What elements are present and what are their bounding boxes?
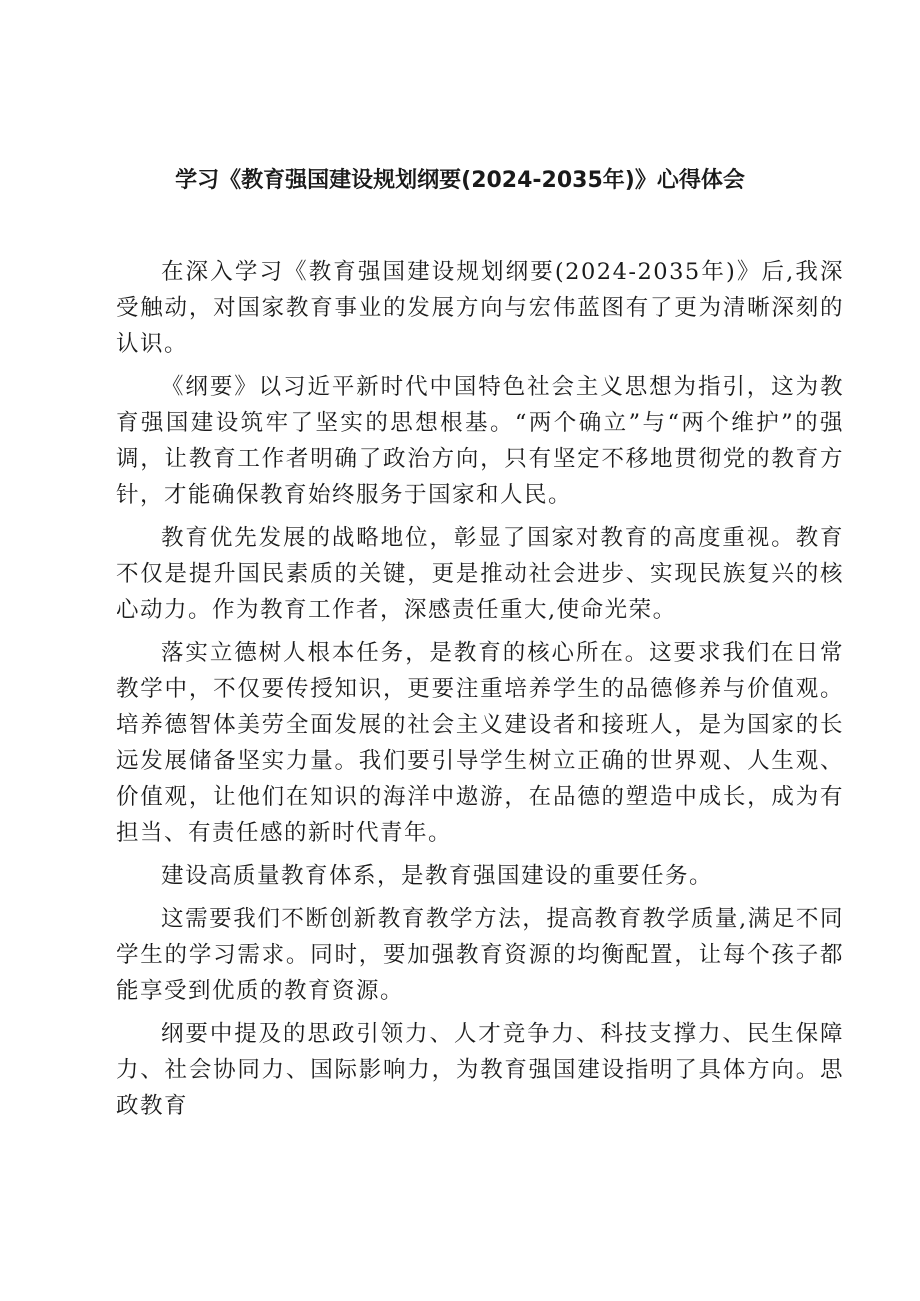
- paragraph-3: 教育优先发展的战略地位，彰显了国家对教育的高度重视。教育不仅是提升国民素质的关键，更是推动社会进步、实现民族复兴的核心动力。作为教育工作者，深感责任重大,使命光荣。: [116, 525, 844, 623]
- paragraph-1: 在深入学习《教育强国建设规划纲要(2024-2035年)》后,我深受触动，对国家教育事业的发展方向与宏伟蓝图有了更为清晰深刻的认识。: [116, 259, 844, 357]
- paragraph-6: 这需要我们不断创新教育教学方法，提高教育教学质量,满足不同学生的学习需求。同时，要加强教育资源的均衡配置，让每个孩子都能享受到优质的教育资源。: [116, 906, 844, 1004]
- paragraph-2: 《纲要》以习近平新时代中国特色社会主义思想为指引，这为教育强国建设筑牢了坚实的思想根基。“两个确立”与“两个维护”的强调，让教育工作者明确了政治方向，只有坚定不移地贯彻党的教育方针，才能确保教育始终服务于国家和人民。: [116, 374, 844, 508]
- document-title: 学习《教育强国建设规划纲要(2024-2035年)》心得体会: [175, 168, 745, 193]
- document-body: [116, 254, 844, 1131]
- paragraph-7: 纲要中提及的思政引领力、人才竞争力、科技支撑力、民生保障力、社会协同力、国际影响力，为教育强国建设指明了具体方向。思政教育: [116, 1021, 844, 1119]
- paragraph-5: 建设高质量教育体系，是教育强国建设的重要任务。: [161, 863, 714, 889]
- paragraph-4: 落实立德树人根本任务，是教育的核心所在。这要求我们在日常教学中，不仅要传授知识，更要注重培养学生的品德修养与价值观。培养德智体美劳全面发展的社会主义建设者和接班人，是为国家的长远发展储备坚实力量。我们要引导学生树立正确的世界观、人生观、价值观，让他们在知识的海洋中遨游，在品德的塑造中成长，成为有担当、有责任感的新时代青年。: [116, 640, 844, 846]
